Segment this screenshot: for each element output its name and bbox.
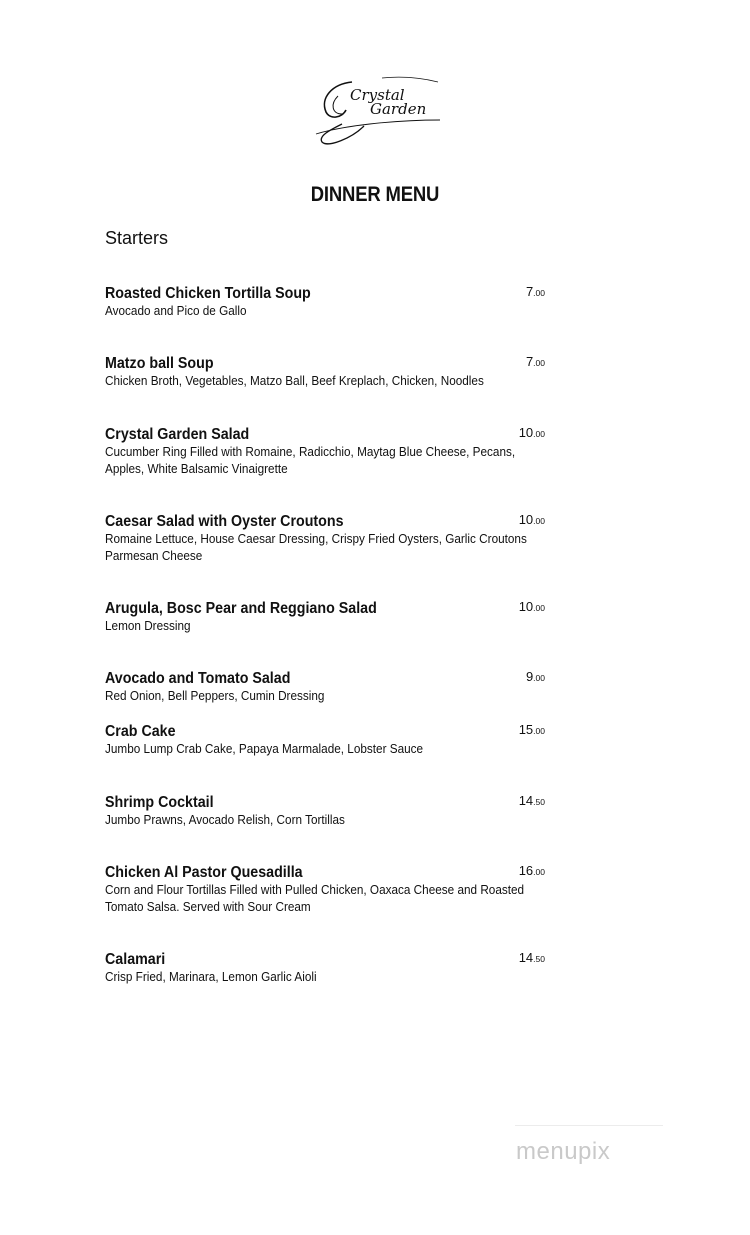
- menu-item-price: [519, 722, 545, 739]
- menu-item-name: Avocado and Tomato Salad: [105, 670, 291, 687]
- section-title-starters: Starters: [105, 228, 169, 248]
- menu-item-description: Cucumber Ring Filled with Romaine, Radicchio, Maytag Blue Cheese, Pecans, Apples, White Balsamic Vinaigrette: [105, 445, 516, 476]
- price-whole: 10: [518, 425, 534, 440]
- menu-item-name: Crab Cake: [105, 723, 176, 740]
- menu-item: [105, 512, 650, 565]
- logo-text-crystal: Crystal: [350, 86, 405, 104]
- menu-item: [105, 354, 650, 390]
- menu-item-description: Romaine Lettuce, House Caesar Dressing, Crispy Fried Oysters, Garlic Croutons Parmesan Cheese: [105, 532, 527, 563]
- menu-item-name: Matzo ball Soup: [105, 355, 214, 372]
- menu-item-name: Calamari: [105, 951, 166, 968]
- menu-title: DINNER MENU: [310, 183, 440, 206]
- price-whole: 14: [518, 950, 534, 965]
- menu-item-price: [526, 284, 545, 301]
- price-cents: .00: [533, 603, 545, 613]
- menu-item: [105, 284, 650, 320]
- menu-item-name: Shrimp Cocktail: [105, 794, 214, 811]
- menu-item-price: [526, 354, 545, 371]
- menu-item: [105, 793, 650, 829]
- price-cents: .00: [533, 288, 545, 298]
- logo-script-graphic: [312, 74, 442, 146]
- watermark-divider: [515, 1125, 663, 1126]
- menu-item-name: Roasted Chicken Tortilla Soup: [105, 285, 311, 302]
- price-whole: 7: [525, 354, 534, 369]
- menu-item-price: [519, 950, 545, 967]
- menu-item: [105, 950, 650, 986]
- menu-item-price: [519, 599, 545, 616]
- menu-item-price: [519, 512, 545, 529]
- price-cents: .00: [533, 358, 545, 368]
- price-whole: 9: [525, 669, 534, 684]
- price-whole: 14: [518, 793, 534, 808]
- price-whole: 10: [518, 599, 534, 614]
- menupix-watermark: menupix: [516, 1138, 611, 1165]
- price-whole: 15: [518, 722, 534, 737]
- menu-item-description: Avocado and Pico de Gallo: [105, 304, 247, 318]
- menu-item-name: Arugula, Bosc Pear and Reggiano Salad: [105, 600, 377, 617]
- price-cents: .00: [533, 429, 545, 439]
- menu-item-name: Crystal Garden Salad: [105, 426, 250, 443]
- menu-item-description: Corn and Flour Tortillas Filled with Pulled Chicken, Oaxaca Cheese and Roasted Tomato Salsa. Served with Sour Cream: [105, 883, 525, 914]
- menu-item: [105, 669, 650, 705]
- price-cents: .00: [533, 867, 545, 877]
- price-cents: .00: [533, 673, 545, 683]
- menu-item-description: Jumbo Lump Crab Cake, Papaya Marmalade, Lobster Sauce: [105, 742, 424, 756]
- price-whole: 7: [525, 284, 534, 299]
- menu-item: [105, 599, 650, 635]
- menu-item: [105, 425, 650, 478]
- menu-item-price: [519, 793, 545, 810]
- menu-item-description: Red Onion, Bell Peppers, Cumin Dressing: [105, 689, 325, 703]
- menu-item-price: [526, 669, 545, 686]
- price-cents: .00: [533, 516, 545, 526]
- price-whole: 16: [518, 863, 534, 878]
- menu-item: [105, 863, 650, 916]
- price-cents: .50: [533, 797, 545, 807]
- menu-item-name: Chicken Al Pastor Quesadilla: [105, 864, 303, 881]
- menu-item-price: [519, 425, 545, 442]
- menu-item-description: Lemon Dressing: [105, 619, 191, 633]
- menu-item-description: Crisp Fried, Marinara, Lemon Garlic Aioli: [105, 970, 317, 984]
- menu-item-price: [519, 863, 545, 880]
- menu-item-name: Caesar Salad with Oyster Croutons: [105, 513, 344, 530]
- logo-text-garden: Garden: [370, 100, 427, 118]
- menu-item-description: Chicken Broth, Vegetables, Matzo Ball, Beef Kreplach, Chicken, Noodles: [105, 374, 484, 388]
- menu-item: [105, 722, 650, 758]
- price-whole: 10: [518, 512, 534, 527]
- price-cents: .50: [533, 954, 545, 964]
- price-cents: .00: [533, 726, 545, 736]
- menu-item-description: Jumbo Prawns, Avocado Relish, Corn Tortillas: [105, 813, 345, 827]
- crystal-garden-logo: [312, 74, 442, 146]
